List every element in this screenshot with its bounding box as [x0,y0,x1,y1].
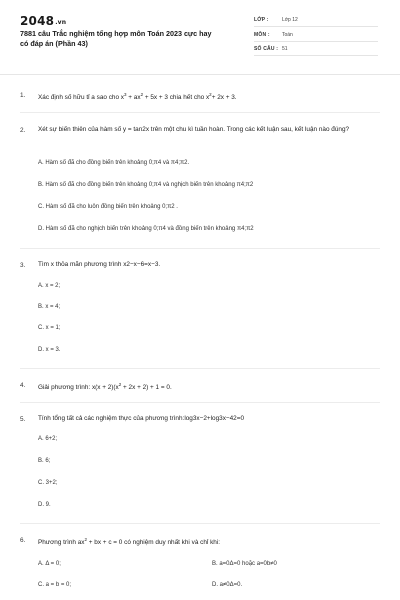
header-divider [0,74,400,75]
question-separator [20,248,380,249]
question-3-option-d[interactable]: D. x = 3. [38,347,61,353]
question-5-text: Tính tổng tất cả các nghiệm thực của phương trình:log3x−2+log3x−42=0 [38,415,245,422]
question-3-option-c[interactable]: C. x = 1; [38,325,61,331]
question-separator [20,523,380,524]
meta-class: LỚP : Lớp 12 [254,14,378,27]
question-3-text: Tìm x thỏa mãn phương trình x2−x−6=x−3. [38,261,161,268]
question-6-number: 6. [20,537,26,544]
question-6-option-a[interactable]: A. Δ = 0; [38,561,61,567]
document-header [0,0,400,72]
question-6-option-c[interactable]: C. a = b = 0; [38,582,72,588]
meta-question-count: SỐ CÂU : 51 [254,43,378,56]
question-2-number: 2. [20,127,26,134]
question-2-option-b[interactable]: B. Hàm số đã cho đồng biến trên khoảng 0;π4 và nghịch biến trên khoảng π4;π2 [38,182,254,188]
question-separator [20,368,380,369]
question-5-option-c[interactable]: C. 3+2; [38,480,58,486]
question-5-option-a[interactable]: A. 6+2; [38,436,58,442]
question-6-text: Phương trình $ax^2$ + bx + c = 0 có nghiệm duy nhất khi và chỉ khi: [38,537,221,546]
site-logo[interactable]: 2048.vn [20,14,67,28]
question-6-option-b[interactable]: B. a=0Δ=0 hoặc a=0b≠0 [212,561,277,567]
question-2-text: Xét sự biến thiên của hàm số y = tan2x trên một chu kì tuần hoàn. Trong các kết luận sau, kết luận nào đúng? [38,126,350,133]
question-5-option-d[interactable]: D. 9. [38,502,51,508]
document-title: 7881 câu Trắc nghiệm tổng hợp môn Toán 2023 cực hay có đáp án (Phần 43) [20,29,212,48]
question-2-option-c[interactable]: C. Hàm số đã cho luôn đồng biến trên khoảng 0;π2 . [38,204,178,210]
question-4-text: Giải phương trình: $x(x + 2)(x^2 + 2x + 2) + 1 = 0$. [38,382,172,391]
question-3-number: 3. [20,262,26,269]
question-2-option-a[interactable]: A. Hàm số đã cho đồng biến trên khoảng 0;π4 và π4;π2. [38,160,190,166]
question-2-option-d[interactable]: D. Hàm số đã cho nghịch biến trên khoảng 0;π4 và đồng biến trên khoảng π4;π2 [38,226,254,232]
question-5-option-b[interactable]: B. 6; [38,458,51,464]
question-3-option-a[interactable]: A. x = 2; [38,283,61,289]
question-5-number: 5. [20,416,26,423]
question-1-text: Xác định số hữu tỉ a sao cho $x^3 + ax^2 + 5x + 3$ chia hết cho $x^2+ 2x + 3$. [38,92,237,101]
meta-subject: MÔN : Toán [254,29,378,42]
question-3-option-b[interactable]: B. x = 4; [38,304,61,310]
question-1-number: 1. [20,92,26,99]
question-separator [20,402,380,403]
question-4-number: 4. [20,382,26,389]
question-separator [20,112,380,113]
question-6-option-d[interactable]: D. a≠0Δ=0. [212,582,243,588]
